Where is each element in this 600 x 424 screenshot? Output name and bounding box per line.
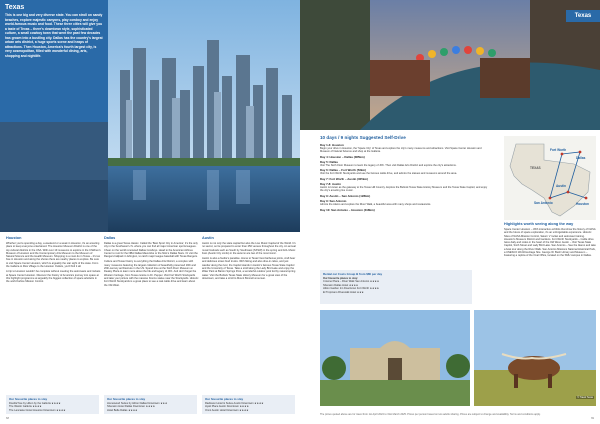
- list-item: Crowne Plaza – River Walk San Antonio ★★★★: [323, 280, 380, 284]
- highlights-text: Space Center Houston – With interactive exhibits that show the history of NASA and the future of space exploration, it's an unforgettable experience. Historic Sites of NASA Mission Control, Saturn V rocket and astronaut training. Houston's Museum District and Gardens. Fort Worth Stockyards – Cattle drive twice daily and rodeo in the heart of the Old West. Austin – Visit Texas State Capitol, Sixth Street and Lady Bird Lake. San Antonio – See the Alamo and take a boat tour along the River Walk. San Antonio Missions National Historical Park, a UNESCO World Heritage Site. George W. Bush Library and Museum – Featuring a replica of the Oval Office, located on the SMU campus in Dallas.: [504, 228, 596, 258]
- intro-title: Texas: [5, 4, 25, 11]
- list-item: Hilton Garden Inn Downtown Fort Worth ★★★★: [323, 287, 380, 291]
- price-heading: Rental car Costs Group B from $80 per day: [323, 272, 383, 276]
- houston-fav-heading: Our favourite places to stay: [9, 397, 48, 401]
- day-text: Visit The Sixth Floor Museum to learn the legacy of JFK. Then visit Dallas Arts District and explore the city's attractions.: [320, 163, 457, 167]
- page-number-right: 69: [591, 417, 594, 420]
- list-item: Sheraton Hotel Dallas Downtown ★★★★: [107, 405, 156, 409]
- itinerary: [320, 135, 488, 212]
- san-antonio-marker: [549, 197, 552, 200]
- houston-heading: Houston: [6, 236, 22, 240]
- day-item: [320, 208, 488, 212]
- list-item: The Westin Galleria ★★★★: [9, 405, 42, 409]
- map-label-austin: Austin: [556, 184, 566, 188]
- riverwalk-illustration: [300, 0, 600, 130]
- alamo-photo: [320, 310, 470, 406]
- state-label: TEXAS: [530, 166, 541, 170]
- austin-marker: [567, 191, 570, 194]
- day-item: [320, 160, 488, 167]
- day-heading: Day 10: San Antonio – Houston (318km): [320, 207, 375, 212]
- houston-text: Whether you're spending a day, a weekend or a week in Houston, it's an amazing place to keep everyone entertained. The Houston Museum District is one of the top cultural districts in the USA. With over 19 museums to explore in the Children's Museum of Houston and the Contemporary Arts Museum to the Museum of Natural Science and the Health Museum. Shopping is a must do in Texas – it's tax free in Houston and along the shores there are nearby places to explore. Be sure to visit Space Center Houston, which is arguably the star sight of the state. From the Galleria to Rice Village to the Houston Outlets, you'll find it all.: [6, 242, 101, 269]
- houston-text-2: A trip to Houston wouldn't be complete without meeting the astronauts and rockets at Space Center Houston. Discover the history of America's journey into space at this highlight programme at arguably the biggest collection of space artefacts in the world before Mission Control.: [6, 270, 101, 284]
- list-item: Hotel Belle Dallas ★★★★: [107, 408, 138, 412]
- riverwalk-photo: [300, 0, 600, 130]
- day-text: Visit the Fort Worth Stockyards and see the famous cattle drive, and admire the statues and museums around the area.: [320, 172, 458, 176]
- map-label-san-antonio: San Antonio: [534, 201, 553, 205]
- day-item: [320, 194, 488, 198]
- list-item: El Tropicano Riverwalk Hotel ★★★: [323, 290, 364, 294]
- day-heading: Day 6: Dallas – Fort Worth (53km): [320, 168, 367, 173]
- right-page: [300, 0, 600, 424]
- austin-favourites: [202, 395, 295, 414]
- austin-column: [202, 236, 297, 280]
- day-text: Admire the Alamo and explore the River Walk, a beautiful area with many shops and restaurants.: [320, 203, 432, 207]
- day-item: [320, 177, 488, 181]
- houston-marker: [585, 197, 588, 200]
- dallas-favourites: [104, 395, 197, 414]
- day-text: Austin is known as the gateway to the Texas Hill Country. Explore the Bullock Texas State History Museum and the Texas State Capitol, and enjoy the city's amazing live music.: [320, 186, 488, 193]
- longhorn-photo: [474, 310, 596, 406]
- list-item: DoubleTree by Hilton by the Galleria ★★★★: [9, 402, 61, 405]
- itinerary-title: 10 days / 9 nights Suggested Self-Drive: [320, 135, 406, 140]
- list-item: Sheraton Dallas Hotel ★★★★: [323, 283, 359, 287]
- day-heading: Day 1-3: Houston: [320, 143, 344, 147]
- longhorn-illustration: [474, 310, 596, 406]
- section-tab: Texas: [566, 10, 600, 22]
- highlights-heading: Highlights worth seeing along the way: [504, 222, 574, 226]
- houston-column: [6, 236, 101, 284]
- day-item: [320, 168, 488, 175]
- list-item: Radisson Hotel & Suites Austin Downtown ★★★★: [205, 402, 264, 405]
- houston-favourites: [6, 395, 99, 414]
- fort-worth-marker: [561, 153, 564, 156]
- dallas-heading: Dallas: [104, 236, 116, 240]
- dallas-column: [104, 236, 199, 287]
- photo-credit: © Travel Texas: [577, 396, 593, 399]
- day-heading: Day 5: Dallas: [320, 159, 338, 164]
- day-item: [320, 182, 488, 193]
- list-item: Homewood Suites by Hilton Dallas Downtown ★★★: [107, 402, 168, 405]
- alamo-illustration: [320, 310, 470, 406]
- day-heading: Day 9: San Antonio: [320, 199, 347, 204]
- day-heading: Day 7-8: Austin: [320, 182, 341, 187]
- texas-map: [504, 136, 596, 220]
- dallas-text: Dallas is a great Texas classic. Called the 'Best Sport City in America', it's the only city in the Southwest U.S. where you can find all major American sports leagues. Cheer on the world renowned Dallas Cowboys. Head to the American Airlines Center to root for the NBA Dallas Mavericks or the NHL's Dallas Stars. Or visit the Rangers ballpark in Arlington, to catch major league baseball with Texas Rangers.: [104, 242, 198, 259]
- day-heading: Day 4: Houston – Dallas (385km): [320, 154, 365, 159]
- list-item: The Lancaster Hotel Houston Downtown ★★★★: [9, 408, 66, 412]
- day-heading: Day 7: Fort Worth – Austin (305km): [320, 176, 369, 181]
- day-text: Begin your drive in Houston, the 'Space City' of Texas and explore the city's many museums and attractions. Visit Space Center Houston and Museum of Natural Science and shop at the Galleria.: [320, 147, 482, 154]
- austin-text-2: Austin is also a foodie's paradise. Home to Texas' best barbecue joints, craft beer and delicious street food trucks. With hiking and also dine-in cafes, and just wander along the river, the Capitol stands in Austin's famous Texas State Capitol and the University of Texas. Take a stroll along the Lady Bird Lake and enjoy the Zilker Park at Barton Springs Pool, a wonderful outdoor pool fed by natural spring water. Visit the Bullock Texas State History Museum for a great view of the downtown, and take a stroll to Mount Bonnell at sunset.: [202, 257, 296, 280]
- map-label-houston: Houston: [576, 202, 589, 206]
- dallas-fav-heading: Our favourite places to stay: [107, 397, 146, 401]
- footnote: The prices quoted above are for travel from 1st April 2024 to 31st March 2025. Prices per person based on two adults sharing. Prices are subject to change and availability. Terms and conditions apply.: [320, 413, 541, 416]
- page-number-left: 68: [6, 417, 9, 420]
- austin-text: Austin is not only the state capital but also the Live Music Capital of the World. It's no secret, so be prepared to enter than 250 venues throughout the city. An annual music festivals such as South by Southwest (SXSW) in the spring and ACL Music Fest (Austin City Limits) in the autumn are two of the most iconic.: [202, 242, 296, 255]
- austin-fav-heading: Our favourite places to stay: [205, 397, 244, 401]
- list-item: Hyatt Place Austin Downtown ★★★★: [205, 405, 249, 409]
- day-item: [320, 143, 488, 154]
- day-item: [320, 199, 488, 206]
- intro-box: [0, 0, 108, 122]
- price-subheading: Our favourite places to stay:: [323, 277, 359, 280]
- day-heading: Day 9: Austin – San Antonio (128km): [320, 193, 371, 198]
- highlights: [504, 222, 596, 258]
- map-label-fort-worth: Fort Worth: [550, 148, 567, 152]
- dallas-marker: [579, 151, 582, 154]
- map-label-dallas: Dallas: [576, 156, 586, 160]
- day-item: [320, 155, 488, 159]
- dallas-text-2: Culture and Texas history is everything the Dallas Arts District, a complex with many museums featuring the largest collection of beautifully preserved 19th and 20th-century architecture in the US. Spend time at the Sixth Floor Museum at Dealey Plaza to learn more about the life and legacy of JFK. And don't forget the Western heritage, from Texas cuisine to Dr. Pepper. Visit Fort Worth Stockyards and take your picture with the massive bronze statue near the Stockyards. Historic Fort Worth Stockyards is a great place to see a real cattle drive and learn about the Old West.: [104, 260, 199, 287]
- price-box: [320, 270, 472, 304]
- intro-text: This is one big and very diverse state. You can stroll on sandy beaches, explore majestic canyons, play cowboy and enjoy world-famous music and food. These three cities will give you a taste of Texas – there's downtown style, sophisticated culture, a small cowboy town that went the past few decades has grown into a bustling city. Dallas has the country's largest urban arts district, a huge sports scene and heaps of attractions. Then Houston, America's fourth largest city, is very cosmopolitan, filled with wonderful dining, arts, shopping and nightlife.: [5, 13, 103, 58]
- list-item: Omni Austin Hotel Downtown ★★★★: [205, 408, 249, 412]
- austin-heading: Austin: [202, 236, 214, 240]
